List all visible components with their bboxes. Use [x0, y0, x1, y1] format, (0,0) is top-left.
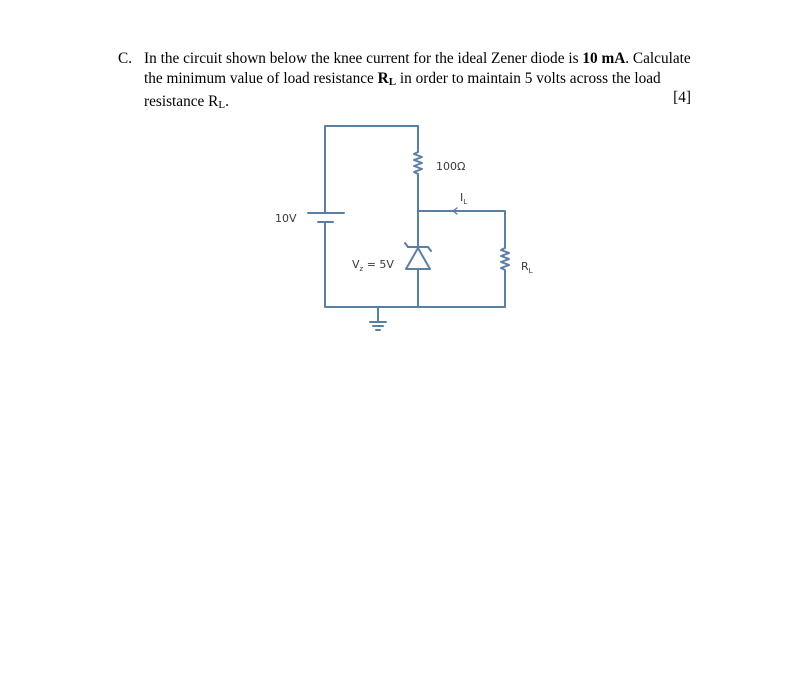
question-number: C. — [118, 50, 133, 67]
question-line-3: resistance RL. — [144, 93, 229, 111]
wire-top — [325, 126, 418, 208]
wire-to-load — [418, 211, 505, 244]
marks-label: [4] — [673, 89, 691, 106]
question-line-2: the minimum value of load resistance RL in order to maintain 5 volts across the load — [144, 69, 661, 88]
zener-voltage-label: $V_z = 5V$ — [352, 258, 394, 273]
knee-current-value: 10 mA — [582, 50, 626, 67]
wire-load-bottom — [418, 274, 505, 307]
load-resistor — [501, 244, 509, 274]
load-resistance-symbol: RL — [377, 69, 397, 88]
load-current-label: $I_L$ — [460, 191, 468, 206]
zener-triangle — [406, 248, 430, 269]
question-line-1: C. In the circuit shown below the knee current for the ideal Zener diode is 10 mA. Calculate — [118, 50, 691, 67]
load-resistor-label: $R_L$ — [521, 260, 533, 275]
series-resistor-label: 100Ω — [436, 160, 466, 173]
series-resistor — [414, 148, 422, 178]
source-voltage-label: 10V — [275, 212, 297, 225]
